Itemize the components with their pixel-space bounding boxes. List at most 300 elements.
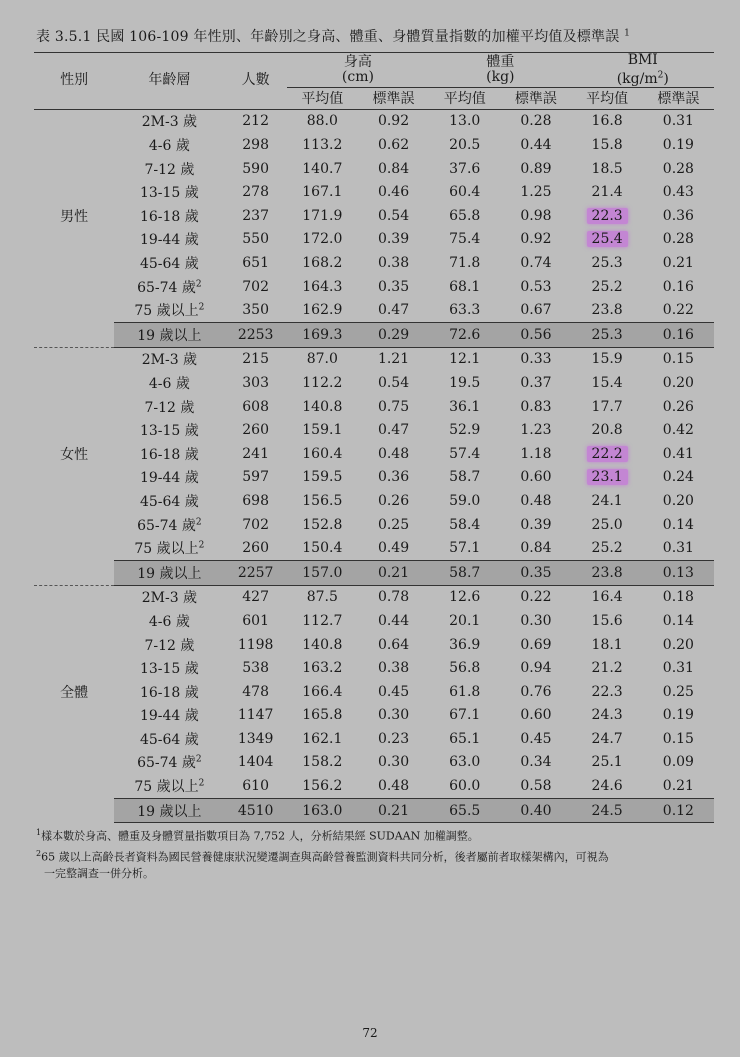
height-se-cell: 0.26 (377, 492, 410, 509)
footnote-mark: 2 (198, 778, 205, 789)
bmi-se-cell: 0.31 (662, 113, 694, 130)
count-cell: 215 (225, 347, 287, 371)
height-se-cell: 0.39 (377, 231, 410, 248)
table-caption (36, 26, 716, 46)
weight-se-cell: 0.30 (520, 612, 552, 629)
weight-mean-cell: 12.6 (429, 585, 500, 609)
header-weight-mean: 平均值 (443, 91, 486, 108)
weight-se-cell: 0.48 (520, 492, 552, 509)
header-age: 年齡層 (114, 53, 224, 110)
summary-count-cell: 2257 (225, 560, 287, 585)
summary-blank (34, 798, 114, 823)
height-mean-cell: 167.1 (302, 184, 343, 201)
weight-se-cell: 0.28 (520, 113, 552, 130)
height-se-cell: 0.84 (377, 160, 410, 177)
table-row (34, 466, 714, 490)
summary-weight-se-cell: 0.35 (500, 560, 571, 585)
group-label: 女性 (34, 347, 114, 560)
highlighted-value: 22.2 (587, 446, 628, 462)
height-mean-cell: 87.0 (287, 347, 358, 371)
count-cell: 1349 (237, 730, 274, 747)
footnote-mark: 2 (198, 540, 205, 551)
bmi-se-cell: 0.43 (662, 184, 694, 201)
weight-mean-cell: 57.4 (449, 445, 481, 462)
table-row (34, 727, 714, 751)
count-cell: 608 (242, 398, 269, 415)
group-label: 男性 (60, 209, 89, 226)
age-cell: 65-74 歲$^2$ (137, 516, 202, 534)
height-se-cell: 0.47 (377, 422, 410, 439)
weight-mean-cell: 65.8 (449, 207, 481, 224)
height-mean-cell: 150.4 (302, 540, 343, 557)
bmi-mean-cell (572, 228, 643, 252)
bmi-se-cell: 0.22 (662, 302, 694, 319)
count-cell: 260 (242, 422, 269, 439)
weight-mean-cell: 56.8 (449, 660, 481, 677)
summary-row (34, 323, 714, 348)
table-row (34, 251, 714, 275)
count-cell: 478 (242, 683, 269, 700)
weight-mean-cell: 61.8 (449, 683, 481, 700)
age-cell: 16-18 歲 (139, 684, 199, 701)
height-se-cell: 0.92 (377, 113, 410, 130)
summary-height-mean-cell: 163.0 (287, 798, 358, 823)
height-se-cell: 0.78 (358, 585, 429, 609)
table-row (34, 371, 714, 395)
height-se-cell: 0.25 (377, 516, 410, 533)
weight-mean-cell: 63.0 (449, 754, 481, 771)
height-mean-cell: 112.7 (302, 612, 343, 629)
highlighted-value: 23.1 (587, 469, 628, 485)
bmi-se-cell: 0.16 (662, 278, 694, 295)
height-mean-cell: 140.8 (302, 398, 343, 415)
bmi-se-cell: 0.21 (662, 255, 694, 272)
weight-se-cell: 0.89 (520, 160, 552, 177)
header-bmi-se: 標準誤 (657, 91, 700, 108)
header-bmi (572, 53, 714, 88)
header-height-label: 身高 (343, 53, 372, 70)
summary-age-cell: 19 歲以上 (114, 323, 224, 348)
bmi-se-cell: 0.14 (662, 516, 694, 533)
footnote-mark: 2 (195, 754, 202, 765)
height-se-cell: 0.47 (377, 302, 410, 319)
weight-mean-cell: 52.9 (449, 422, 481, 439)
page-number: 72 (362, 1026, 378, 1040)
count-cell: 702 (242, 516, 269, 533)
weight-se-cell: 1.18 (520, 445, 552, 462)
weight-se-cell: 0.58 (520, 778, 552, 795)
weight-se-cell: 0.60 (520, 469, 552, 486)
age-cell: 75 歲以上$^2$ (134, 778, 205, 796)
age-cell: 65-74 歲$^2$ (137, 754, 202, 772)
count-cell: 237 (242, 207, 269, 224)
header-height-se: 標準誤 (372, 91, 415, 108)
count-cell: 212 (242, 113, 269, 130)
age-cell: 16-18 歲 (139, 446, 199, 463)
age-cell: 2M-3 歲 (114, 347, 224, 371)
summary-row (34, 560, 714, 585)
table-row (34, 442, 714, 466)
weight-mean-cell: 37.6 (449, 160, 481, 177)
weight-se-cell: 0.33 (500, 347, 571, 371)
count-cell: 601 (242, 612, 269, 629)
age-cell: 2M-3 歲 (141, 114, 198, 131)
count-cell: 427 (225, 585, 287, 609)
summary-bmi-mean-cell: 23.8 (572, 560, 643, 585)
header-n: 人數 (225, 53, 287, 110)
summary-bmi-mean-cell: 25.3 (572, 323, 643, 348)
age-cell: 19-44 歲 (139, 232, 199, 249)
age-cell: 75 歲以上$^2$ (134, 302, 205, 320)
count-cell: 698 (242, 492, 269, 509)
table-row (34, 536, 714, 560)
footnote-mark: 2 (198, 302, 205, 313)
bmi-mean-cell: 24.1 (591, 492, 623, 509)
height-mean-cell: 162.9 (302, 302, 343, 319)
height-se-cell: 0.44 (377, 612, 410, 629)
footnote-2: $^2$65 歲以上高齡長者資料為國民營養健康狀況變遷調查與高齡營養監測資料共同分析，後者屬前者取樣架構內，可視為 (36, 848, 609, 864)
weight-se-cell: 0.83 (520, 398, 552, 415)
weight-mean-cell: 71.8 (449, 255, 481, 272)
bmi-se-cell: 0.31 (662, 540, 694, 557)
summary-weight-mean-cell: 58.7 (429, 560, 500, 585)
table-row (34, 418, 714, 442)
bmi-mean-cell (572, 442, 643, 466)
weight-mean-cell: 75.4 (449, 231, 481, 248)
footnote-mark: 2 (195, 516, 202, 527)
weight-mean-cell: 19.5 (449, 374, 481, 391)
summary-bmi-se-cell: 0.12 (643, 798, 714, 823)
group-label: 全體 (34, 585, 114, 798)
summary-height-mean-cell: 157.0 (287, 560, 358, 585)
height-mean-cell: 159.5 (302, 469, 343, 486)
weight-mean-cell: 20.5 (449, 137, 481, 154)
height-mean-cell: 163.2 (302, 660, 343, 677)
summary-age-cell: 19 歲以上 (114, 560, 224, 585)
table-row (34, 751, 714, 775)
height-mean-cell: 160.4 (302, 445, 343, 462)
bmi-mean-cell: 15.9 (572, 347, 643, 371)
count-cell: 538 (242, 660, 269, 677)
summary-bmi-mean-cell: 24.5 (572, 798, 643, 823)
weight-mean-cell: 60.0 (449, 778, 481, 795)
header-weight-se: 標準誤 (514, 91, 557, 108)
table-row (34, 585, 714, 609)
height-se-cell: 0.48 (377, 778, 410, 795)
summary-count-cell: 4510 (225, 798, 287, 823)
weight-se-cell: 0.34 (520, 754, 552, 771)
summary-weight-mean-cell: 72.6 (429, 323, 500, 348)
bmi-mean-cell: 24.7 (591, 730, 623, 747)
count-cell: 278 (242, 184, 269, 201)
summary-count-cell: 2253 (225, 323, 287, 348)
age-cell: 4-6 歲 (148, 138, 190, 155)
weight-mean-cell: 13.0 (449, 113, 481, 130)
header-bmi-unit: $(kg/m^2)$ (616, 70, 669, 87)
weight-mean-cell: 60.4 (449, 184, 481, 201)
count-cell: 350 (242, 302, 269, 319)
header-height-mean: 平均值 (301, 91, 344, 108)
height-mean-cell: 171.9 (302, 207, 343, 224)
count-cell: 651 (242, 255, 269, 272)
bmi-se-cell: 0.14 (662, 612, 694, 629)
summary-weight-mean-cell: 65.5 (429, 798, 500, 823)
weight-mean-cell: 58.4 (449, 516, 481, 533)
bmi-mean-cell (572, 466, 643, 490)
bmi-mean-cell: 25.0 (591, 516, 623, 533)
height-se-cell: 0.38 (377, 255, 410, 272)
count-cell: 1404 (237, 754, 274, 771)
weight-mean-cell: 67.1 (449, 707, 481, 724)
caption-text: 表 3.5.1 民國 106-109 年性別、年齡別之身高、體重、身體質量指數的加權平均值及標準誤 (36, 29, 620, 45)
count-cell: 1147 (237, 707, 274, 724)
summary-blank (34, 560, 114, 585)
table-row (34, 133, 714, 157)
header-height-unit: (cm) (341, 68, 374, 85)
weight-se-cell: 0.84 (520, 540, 552, 557)
height-se-cell: 0.30 (377, 754, 410, 771)
count-cell: 241 (242, 445, 269, 462)
bmi-mean-cell: 25.3 (591, 255, 623, 272)
age-cell: 75 歲以上$^2$ (134, 540, 205, 558)
table-body (34, 109, 714, 823)
height-mean-cell: 113.2 (302, 137, 343, 154)
age-cell: 65-74 歲$^2$ (137, 278, 202, 296)
bmi-mean-cell: 22.3 (591, 683, 623, 700)
header-height (287, 53, 429, 88)
height-se-cell: 0.75 (377, 398, 410, 415)
weight-mean-cell: 20.1 (449, 612, 481, 629)
height-se-cell: 0.62 (377, 137, 410, 154)
bmi-mean-cell (572, 204, 643, 228)
height-mean-cell: 140.7 (302, 160, 343, 177)
height-se-cell: 0.46 (377, 184, 410, 201)
bmi-mean-cell: 23.8 (591, 302, 623, 319)
weight-se-cell: 1.23 (520, 422, 552, 439)
bmi-se-cell: 0.20 (662, 374, 694, 391)
weight-se-cell: 0.74 (520, 255, 552, 272)
caption-footnote-mark: 1 (624, 28, 630, 39)
height-mean-cell: 165.8 (302, 707, 343, 724)
count-cell: 1198 (237, 636, 274, 653)
summary-height-se-cell: 0.29 (358, 323, 429, 348)
height-mean-cell: 158.2 (302, 754, 343, 771)
age-cell: 45-64 歲 (139, 731, 199, 748)
bmi-se-cell: 0.20 (662, 636, 694, 653)
bmi-se-cell: 0.28 (662, 160, 694, 177)
bmi-se-cell: 0.15 (662, 730, 694, 747)
height-mean-cell: 166.4 (302, 683, 343, 700)
height-mean-cell: 168.2 (302, 255, 343, 272)
bmi-mean-cell: 21.4 (591, 184, 623, 201)
bmi-se-cell: 0.09 (662, 754, 694, 771)
height-mean-cell: 156.5 (302, 492, 343, 509)
age-cell: 7-12 歲 (144, 161, 195, 178)
count-cell: 610 (242, 778, 269, 795)
height-mean-cell: 164.3 (302, 278, 343, 295)
weight-se-cell: 0.94 (520, 660, 552, 677)
count-cell: 303 (242, 374, 269, 391)
table-row (34, 347, 714, 371)
header-bmi-mean: 平均值 (586, 91, 629, 108)
weight-se-cell: 1.25 (520, 184, 552, 201)
count-cell: 550 (242, 231, 269, 248)
bmi-mean-cell: 21.2 (591, 660, 623, 677)
weight-mean-cell: 59.0 (449, 492, 481, 509)
height-se-cell: 0.30 (377, 707, 410, 724)
table-row (34, 774, 714, 798)
table-row (34, 157, 714, 181)
bmi-se-cell: 0.41 (662, 445, 694, 462)
weight-se-cell: 0.60 (520, 707, 552, 724)
table-row (34, 228, 714, 252)
bmi-mean-cell: 15.8 (591, 137, 623, 154)
age-cell: 7-12 歲 (144, 637, 195, 654)
weight-mean-cell: 36.9 (449, 636, 481, 653)
weight-mean-cell: 65.1 (449, 730, 481, 747)
age-cell: 19-44 歲 (139, 470, 199, 487)
bmi-mean-cell: 16.4 (572, 585, 643, 609)
bmi-se-cell: 0.15 (643, 347, 714, 371)
summary-weight-se-cell: 0.56 (500, 323, 571, 348)
table-row (34, 204, 714, 228)
height-se-cell: 1.21 (358, 347, 429, 371)
highlighted-value: 22.3 (587, 208, 628, 224)
table-row (34, 298, 714, 322)
height-se-cell: 0.36 (377, 469, 410, 486)
header-weight-label: 體重 (486, 53, 515, 70)
height-se-cell: 0.54 (377, 374, 410, 391)
weight-mean-cell: 57.1 (449, 540, 481, 557)
height-mean-cell: 87.5 (287, 585, 358, 609)
height-se-cell: 0.48 (377, 445, 410, 462)
bmi-mean-cell: 25.2 (591, 278, 623, 295)
weight-se-cell: 0.92 (520, 231, 552, 248)
table-row (34, 680, 714, 704)
bmi-se-cell: 0.21 (662, 778, 694, 795)
summary-row (34, 798, 714, 823)
weight-se-cell: 0.45 (520, 730, 552, 747)
age-cell: 16-18 歲 (139, 208, 199, 225)
footnote-1: $^1$樣本數於身高、體重及身體質量指數項目為 7,752 人，分析結果經 SUDAAN 加權調整。 (36, 828, 479, 843)
summary-age-cell: 19 歲以上 (114, 798, 224, 823)
bmi-mean-cell: 20.8 (591, 422, 623, 439)
highlighted-value: 25.4 (587, 231, 628, 247)
data-table (34, 52, 714, 823)
height-se-cell: 0.35 (377, 278, 410, 295)
age-cell: 19-44 歲 (139, 708, 199, 725)
bmi-mean-cell: 17.7 (591, 398, 623, 415)
summary-bmi-se-cell: 0.16 (643, 323, 714, 348)
table-row (34, 109, 714, 133)
bmi-mean-cell: 18.1 (591, 636, 623, 653)
age-cell: 45-64 歲 (139, 256, 199, 273)
bmi-se-cell: 0.19 (662, 137, 694, 154)
height-se-cell: 0.38 (377, 660, 410, 677)
footnote-mark: 2 (195, 278, 202, 289)
header-weight-unit: (kg) (486, 68, 515, 85)
weight-mean-cell: 68.1 (449, 278, 481, 295)
bmi-mean-cell: 18.5 (591, 160, 623, 177)
height-mean-cell: 152.8 (302, 516, 343, 533)
summary-blank (34, 323, 114, 348)
summary-height-se-cell: 0.21 (358, 798, 429, 823)
bmi-se-cell: 0.31 (662, 660, 694, 677)
table-row (34, 656, 714, 680)
height-se-cell: 0.64 (377, 636, 410, 653)
weight-mean-cell: 63.3 (449, 302, 481, 319)
table-row (34, 489, 714, 513)
bmi-mean-cell: 15.6 (591, 612, 623, 629)
height-se-cell: 0.45 (377, 683, 410, 700)
table-row (34, 395, 714, 419)
bmi-se-cell: 0.18 (643, 585, 714, 609)
count-cell: 590 (242, 160, 269, 177)
weight-mean-cell: 12.1 (429, 347, 500, 371)
bmi-se-cell: 0.20 (662, 492, 694, 509)
bmi-se-cell: 0.26 (662, 398, 694, 415)
age-cell: 45-64 歲 (139, 493, 199, 510)
weight-se-cell: 0.67 (520, 302, 552, 319)
height-mean-cell: 172.0 (302, 231, 343, 248)
weight-se-cell: 0.69 (520, 636, 552, 653)
weight-se-cell: 0.39 (520, 516, 552, 533)
height-se-cell: 0.23 (377, 730, 410, 747)
bmi-mean-cell: 25.1 (591, 754, 623, 771)
footnotes (36, 824, 716, 882)
height-mean-cell: 88.0 (306, 113, 338, 130)
age-cell: 13-15 歲 (139, 185, 199, 202)
weight-se-cell: 0.37 (520, 374, 552, 391)
weight-se-cell: 0.76 (520, 683, 552, 700)
count-cell: 260 (242, 540, 269, 557)
age-cell: 7-12 歲 (144, 399, 195, 416)
weight-mean-cell: 36.1 (449, 398, 481, 415)
header-weight (429, 53, 571, 88)
height-mean-cell: 112.2 (302, 374, 343, 391)
summary-height-se-cell: 0.21 (358, 560, 429, 585)
bmi-se-cell: 0.28 (662, 231, 694, 248)
age-cell: 2M-3 歲 (114, 585, 224, 609)
bmi-se-cell: 0.42 (662, 422, 694, 439)
weight-se-cell: 0.44 (520, 137, 552, 154)
table-row (34, 180, 714, 204)
weight-mean-cell: 58.7 (449, 469, 481, 486)
weight-se-cell: 0.53 (520, 278, 552, 295)
weight-se-cell: 0.22 (500, 585, 571, 609)
table-row (34, 275, 714, 299)
age-cell: 13-15 歲 (139, 423, 199, 440)
table-row (34, 704, 714, 728)
header-sex: 性別 (34, 53, 114, 110)
count-cell: 702 (242, 278, 269, 295)
table-row (34, 513, 714, 537)
header-bmi-label: BMI (627, 52, 658, 68)
count-cell: 597 (242, 469, 269, 486)
bmi-se-cell: 0.36 (662, 207, 694, 224)
summary-height-mean-cell: 169.3 (287, 323, 358, 348)
weight-se-cell: 0.98 (520, 207, 552, 224)
bmi-mean-cell: 25.2 (591, 540, 623, 557)
height-mean-cell: 159.1 (302, 422, 343, 439)
table-row (34, 633, 714, 657)
height-mean-cell: 156.2 (302, 778, 343, 795)
height-mean-cell: 162.1 (302, 730, 343, 747)
age-cell: 13-15 歲 (139, 661, 199, 678)
bmi-mean-cell: 24.6 (591, 778, 623, 795)
bmi-mean-cell: 16.8 (591, 113, 623, 130)
bmi-mean-cell: 24.3 (591, 707, 623, 724)
